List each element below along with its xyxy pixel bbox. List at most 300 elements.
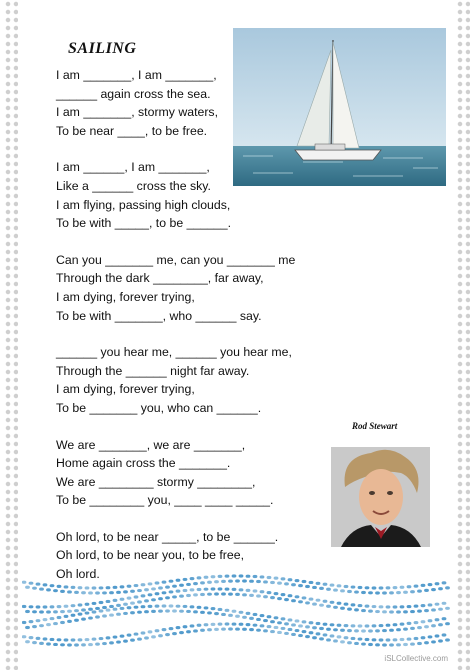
wave-dot (312, 586, 317, 589)
wave-dot (277, 597, 282, 600)
wave-dot (270, 630, 275, 633)
wave-dot (305, 585, 310, 588)
wave-dot (29, 605, 34, 608)
wave-dot (88, 643, 93, 646)
wave-dot (368, 629, 373, 632)
wave-dot (162, 604, 167, 607)
wave-dot (358, 637, 363, 640)
wave-dot (382, 610, 387, 613)
wave-dot (379, 624, 384, 627)
wave-dot (333, 588, 338, 591)
wave-dot (305, 635, 310, 638)
wave-dot (442, 617, 447, 620)
wave-dot (207, 611, 212, 614)
wave-dot (81, 591, 86, 594)
wave-dot (382, 643, 387, 646)
wave-dot (361, 642, 366, 645)
wave-dot (123, 640, 128, 643)
wave-dot (158, 610, 163, 613)
wave-dot (106, 608, 111, 611)
wave-dot (200, 581, 205, 584)
wave-dot (239, 574, 244, 577)
wave-dot (274, 577, 279, 580)
wave-dot (393, 605, 398, 608)
wave-dot (176, 590, 181, 593)
wave-dot (190, 588, 195, 591)
wave-dot (99, 609, 104, 612)
wave-dot (53, 589, 58, 592)
wave-dot (421, 584, 426, 587)
wave-dot (375, 629, 380, 632)
wave-dot (200, 611, 205, 614)
wave-dot (312, 602, 317, 605)
wave-dot (134, 632, 139, 635)
wave-dot (326, 605, 331, 608)
wave-dot (393, 638, 398, 641)
wave-dot (207, 593, 212, 596)
wave-dot (319, 637, 324, 640)
wave-dot (316, 582, 321, 585)
wave-dot (344, 636, 349, 639)
wave-dot (214, 592, 219, 595)
wave-dot (137, 600, 142, 603)
wave-dot (169, 627, 174, 630)
wave-dot (64, 605, 69, 608)
lyric-line: I am flying, passing high clouds, (56, 197, 231, 212)
wave-dot (337, 635, 342, 638)
wave-dot (25, 610, 30, 613)
wave-dot (256, 629, 261, 632)
wave-dot (207, 628, 212, 631)
wave-dot (102, 591, 107, 594)
wave-dot (50, 638, 55, 641)
wave-dot (78, 638, 83, 641)
lyric-line: Oh lord, to be near you, to be free, (56, 548, 244, 563)
wave-dot (183, 605, 188, 608)
wave-dot (172, 595, 177, 598)
wave-dot (372, 605, 377, 608)
wave-dot (46, 642, 51, 645)
wave-dot (400, 605, 405, 608)
singer-caption: Rod Stewart (352, 421, 398, 431)
wave-dot (225, 609, 230, 612)
wave-dot (256, 594, 261, 597)
wave-dot (106, 636, 111, 639)
wave-dot (379, 638, 384, 641)
wave-dot (431, 608, 436, 611)
wave-dot (211, 587, 216, 590)
wave-dot (151, 610, 156, 613)
wave-dot (424, 589, 429, 592)
wave-dot (291, 633, 296, 636)
wave-dot (410, 627, 415, 630)
wave-dot (368, 643, 373, 646)
wave-dot (319, 627, 324, 630)
wave-dot (298, 600, 303, 603)
wave-dot (330, 634, 335, 637)
wave-dot (379, 586, 384, 589)
wave-dot (92, 586, 97, 589)
wave-dot (43, 618, 48, 621)
wave-dot (414, 621, 419, 624)
wave-dot (113, 608, 118, 611)
wave-dot (438, 639, 443, 642)
wave-dots-decoration (22, 568, 452, 648)
wave-dot (53, 622, 58, 625)
wave-dot (242, 579, 247, 582)
wave-dot (302, 630, 307, 633)
wave-dot (67, 590, 72, 593)
wave-dot (435, 618, 440, 621)
wave-dot (274, 626, 279, 629)
wave-dot (351, 624, 356, 627)
wave-dot (179, 610, 184, 613)
wave-dot (386, 586, 391, 589)
wave-dot (414, 585, 419, 588)
wave-dot (354, 590, 359, 593)
wave-dot (288, 628, 293, 631)
wave-dot (151, 598, 156, 601)
wave-dot (354, 629, 359, 632)
wave-dot (417, 626, 422, 629)
wave-dot (214, 612, 219, 615)
wave-dot (326, 638, 331, 641)
wave-dot (309, 631, 314, 634)
wave-dot (358, 586, 363, 589)
wave-dot (183, 625, 188, 628)
wave-dot (333, 628, 338, 631)
wave-dot (403, 628, 408, 631)
wave-dot (302, 620, 307, 623)
wave-dot (407, 622, 412, 625)
wave-dot (46, 610, 51, 613)
wave-dot (169, 604, 174, 607)
wave-dot (372, 638, 377, 641)
wave-dot (274, 592, 279, 595)
wave-dot (29, 620, 34, 623)
wave-dot (417, 590, 422, 593)
wave-dot (158, 597, 163, 600)
wave-dot (88, 591, 93, 594)
wave-dot (326, 588, 331, 591)
wave-dot (176, 579, 181, 582)
wave-dot (22, 581, 26, 584)
wave-dot (179, 584, 184, 587)
wave-dot (183, 589, 188, 592)
wave-dot (239, 623, 244, 626)
wave-dot (330, 601, 335, 604)
wave-dot (382, 591, 387, 594)
wave-dot (53, 610, 58, 613)
wave-dot (197, 588, 202, 591)
wave-dot (144, 610, 149, 613)
wave-dot (365, 638, 370, 641)
wave-dot (256, 580, 261, 583)
wave-dot (155, 629, 160, 632)
wave-dot (29, 636, 34, 639)
wave-dot (260, 575, 265, 578)
wave-dot (382, 629, 387, 632)
singer-portrait-photo (331, 447, 430, 547)
wave-dot (288, 594, 293, 597)
wave-dot (298, 624, 303, 627)
wave-dot (158, 586, 163, 589)
wave-dot (218, 587, 223, 590)
wave-dot (435, 634, 440, 637)
wave-dot (88, 608, 93, 611)
wave-dot (165, 596, 170, 599)
wave-dot (207, 581, 212, 584)
wave-dot (25, 640, 30, 643)
wave-dot (74, 643, 79, 646)
wave-dot (144, 588, 149, 591)
wave-dot (190, 624, 195, 627)
wave-dot (172, 609, 177, 612)
wave-dot (386, 605, 391, 608)
wave-dot (64, 638, 69, 641)
wave-dot (204, 588, 209, 591)
wave-dot (116, 613, 121, 616)
wave-dot (50, 617, 55, 620)
wave-dot (214, 628, 219, 631)
wave-dot (197, 606, 202, 609)
wave-dot (60, 621, 65, 624)
wave-dot (239, 588, 244, 591)
wave-dot (309, 581, 314, 584)
wave-dot (246, 612, 251, 615)
wave-dot (235, 627, 240, 630)
wave-dot (337, 624, 342, 627)
wave-dot (92, 602, 97, 605)
wave-dot (39, 610, 44, 613)
wave-dot (71, 586, 76, 589)
wave-dot (32, 610, 37, 613)
wave-dot (162, 591, 167, 594)
wave-dot (228, 580, 233, 583)
wave-dot (32, 625, 37, 628)
stanza-4 (56, 343, 306, 417)
lyric-line: Through the ______ night far away. (56, 363, 250, 378)
wave-dot (386, 624, 391, 627)
wave-dot (67, 620, 72, 623)
wave-dot (435, 603, 440, 606)
wave-dot (130, 590, 135, 593)
wave-dot (71, 604, 76, 607)
wave-dot (295, 629, 300, 632)
dotted-border-left (4, 0, 18, 670)
wave-dot (393, 586, 398, 589)
wave-dot (176, 605, 181, 608)
wave-dot (127, 606, 132, 609)
wave-dot (277, 582, 282, 585)
wave-dot (319, 587, 324, 590)
wave-dot (123, 590, 128, 593)
wave-dot (127, 585, 132, 588)
wave-dot (277, 631, 282, 634)
lyric-line: Can you _______ me, can you _______ me (56, 252, 296, 267)
wave-dot (221, 580, 226, 583)
wave-dot (221, 613, 226, 616)
wave-dot (102, 606, 107, 609)
lyric-line: Oh lord. (56, 567, 100, 582)
wave-dot (246, 623, 251, 626)
wave-dot (43, 583, 48, 586)
wave-dot (109, 605, 114, 608)
wave-dot (39, 642, 44, 645)
wave-dot (347, 641, 352, 644)
wave-dot (190, 577, 195, 580)
wave-dot (379, 605, 384, 608)
wave-dot (253, 624, 258, 627)
wave-dot (179, 631, 184, 634)
wave-dot (281, 577, 286, 580)
wave-dot (179, 595, 184, 598)
wave-dot (389, 591, 394, 594)
wave-dot (351, 637, 356, 640)
wave-dot (375, 610, 380, 613)
wave-dot (270, 596, 275, 599)
wave-dot (410, 610, 415, 613)
wave-dot (193, 610, 198, 613)
wave-dot (242, 593, 247, 596)
wave-dot (95, 591, 100, 594)
wave-dot (134, 595, 139, 598)
wave-dot (249, 594, 254, 597)
wave-dot (410, 642, 415, 645)
wave-dot (172, 585, 177, 588)
wave-dot (344, 603, 349, 606)
lyric-line: Oh lord, to be near _____, to be ______. (56, 529, 279, 544)
wave-dot (85, 603, 90, 606)
lyric-line: To be ________ you, ____ ____ _____. (56, 493, 274, 508)
wave-dot (291, 599, 296, 602)
wave-dot (204, 606, 209, 609)
wave-dot (123, 603, 128, 606)
wave-dot (372, 586, 377, 589)
wave-dot (172, 632, 177, 635)
wave-dot (340, 589, 345, 592)
wave-dot (358, 604, 363, 607)
wave-dot (50, 584, 55, 587)
wave-dot (218, 622, 223, 625)
wave-dot (445, 622, 450, 625)
footer-watermark: iSLCollective.com (384, 654, 448, 663)
wave-dot (403, 643, 408, 646)
wave-dot (60, 610, 65, 613)
wave-dot (232, 574, 237, 577)
wave-dot (225, 622, 230, 625)
wave-dot (39, 587, 44, 590)
wave-dot (92, 610, 97, 613)
wave-dot (305, 625, 310, 628)
wave-dot (428, 583, 433, 586)
wave-dot (74, 609, 79, 612)
wave-dot (228, 593, 233, 596)
wave-dot (389, 629, 394, 632)
wave-dot (281, 617, 286, 620)
wave-dot (393, 623, 398, 626)
wave-dot (211, 607, 216, 610)
lyric-line: We are ________ stormy ________, (56, 474, 256, 489)
wave-dot (106, 586, 111, 589)
wave-dot (333, 639, 338, 642)
wave-dot (106, 600, 111, 603)
wave-dot (263, 619, 268, 622)
wave-dot (169, 580, 174, 583)
wave-dot (396, 628, 401, 631)
wave-dot (312, 636, 317, 639)
wave-dot (78, 586, 83, 589)
wave-dot (95, 615, 100, 618)
worksheet-title: SAILING (68, 40, 137, 57)
wave-dot (155, 581, 160, 584)
wave-dot (368, 610, 373, 613)
wave-dot (396, 610, 401, 613)
wave-dot (431, 640, 436, 643)
wave-dot (414, 605, 419, 608)
wave-dot (221, 627, 226, 630)
lyric-line: Through the dark ________, far away, (56, 271, 264, 286)
wave-dot (326, 628, 331, 631)
wave-dot (445, 586, 450, 589)
wave-dot (204, 576, 209, 579)
wave-dot (428, 635, 433, 638)
wave-dot (291, 623, 296, 626)
wave-dot (270, 581, 275, 584)
wave-dot (246, 589, 251, 592)
wave-dot (246, 575, 251, 578)
wave-dot (109, 591, 114, 594)
lyric-line: To be near ____, to be free. (56, 123, 208, 138)
wave-dot (29, 582, 34, 585)
wave-dot (74, 619, 79, 622)
wave-dot (442, 581, 447, 584)
wave-dot (400, 638, 405, 641)
wave-dot (141, 594, 146, 597)
wave-dot (403, 610, 408, 613)
wave-dot (421, 636, 426, 639)
wave-dot (36, 619, 41, 622)
wave-dot (424, 609, 429, 612)
wave-dot (330, 623, 335, 626)
wave-dot (109, 613, 114, 616)
wave-dot (183, 578, 188, 581)
wave-dot (337, 602, 342, 605)
wave-dot (141, 583, 146, 586)
wave-dot (36, 605, 41, 608)
wave-dot (260, 624, 265, 627)
wave-dot (109, 641, 114, 644)
wave-dot (435, 582, 440, 585)
lyric-line: I am ______, I am _______, (56, 160, 210, 175)
wave-dot (148, 605, 153, 608)
wave-dot (165, 633, 170, 636)
wave-dot (365, 586, 370, 589)
wave-dot (57, 605, 62, 608)
wave-dot (228, 627, 233, 630)
wave-dot (81, 643, 86, 646)
lyric-line: I am _______, stormy waters, (56, 105, 218, 120)
wave-dot (155, 605, 160, 608)
wave-dot (155, 592, 160, 595)
wave-dot (403, 591, 408, 594)
wave-dot (120, 635, 125, 638)
wave-dot (169, 590, 174, 593)
wave-dot (137, 611, 142, 614)
wave-dot (361, 591, 366, 594)
wave-dot (162, 628, 167, 631)
wave-dot (424, 641, 429, 644)
